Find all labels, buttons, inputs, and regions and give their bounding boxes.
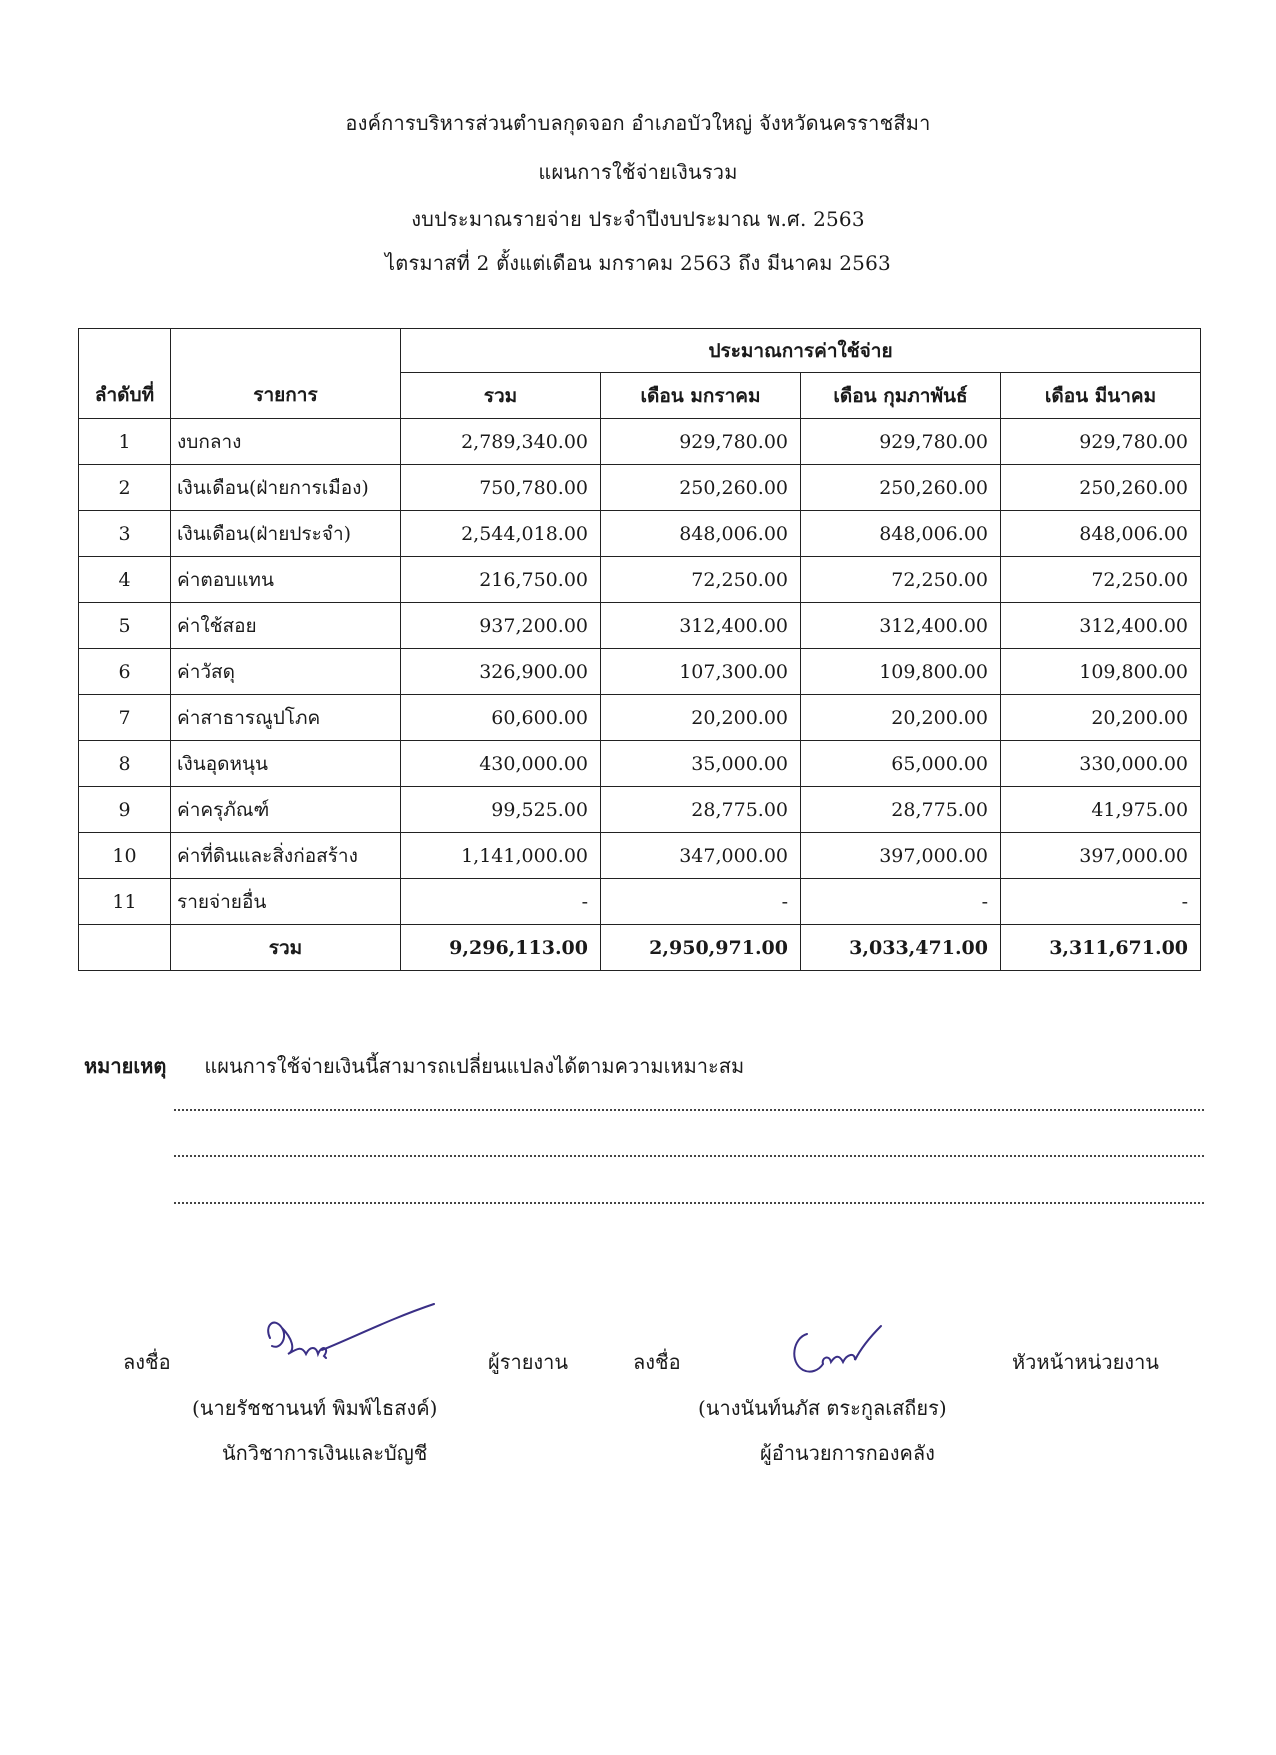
row-february: 28,775.00 <box>801 787 1001 833</box>
header-total: รวม <box>401 373 601 419</box>
row-total: 99,525.00 <box>401 787 601 833</box>
row-no: 11 <box>79 879 171 925</box>
row-february: 109,800.00 <box>801 649 1001 695</box>
row-no: 8 <box>79 741 171 787</box>
row-no: 10 <box>79 833 171 879</box>
row-no: 6 <box>79 649 171 695</box>
reporter-position: นักวิชาการเงินและบัญชี <box>222 1441 428 1465</box>
row-item: ค่าตอบแทน <box>171 557 401 603</box>
table-row <box>79 741 1201 787</box>
reporter-role: ผู้รายงาน <box>488 1350 569 1374</box>
row-total: 216,750.00 <box>401 557 601 603</box>
total-label: รวม <box>171 925 401 971</box>
row-item: ค่าสาธารณูปโภค <box>171 695 401 741</box>
organization-title: องค์การบริหารส่วนตำบลกุดจอก อำเภอบัวใหญ่ จังหวัดนครราชสีมา <box>345 111 931 135</box>
row-february: 397,000.00 <box>801 833 1001 879</box>
table-row <box>79 511 1201 557</box>
row-no: 3 <box>79 511 171 557</box>
row-item: ค่าที่ดินและสิ่งก่อสร้าง <box>171 833 401 879</box>
row-total: 750,780.00 <box>401 465 601 511</box>
row-item: เงินเดือน(ฝ่ายประจำ) <box>171 511 401 557</box>
reporter-name: (นายรัชชานนท์ พิมพ์ไธสงค์) <box>192 1396 438 1420</box>
table-row <box>79 465 1201 511</box>
total-january: 2,950,971.00 <box>601 925 801 971</box>
row-no: 9 <box>79 787 171 833</box>
plan-title: แผนการใช้จ่ายเงินรวม <box>538 160 738 184</box>
row-item: ค่าครุภัณฑ์ <box>171 787 401 833</box>
row-february: 312,400.00 <box>801 603 1001 649</box>
unit-head-position: ผู้อำนวยการกองคลัง <box>760 1441 935 1465</box>
table-total-row <box>79 925 1201 971</box>
row-item: ค่าใช้สอย <box>171 603 401 649</box>
row-total: 430,000.00 <box>401 741 601 787</box>
header-january: เดือน มกราคม <box>601 373 801 419</box>
row-january: 347,000.00 <box>601 833 801 879</box>
row-february: 929,780.00 <box>801 419 1001 465</box>
total-february: 3,033,471.00 <box>801 925 1001 971</box>
row-march: 397,000.00 <box>1001 833 1201 879</box>
total-march: 3,311,671.00 <box>1001 925 1201 971</box>
header-no: ลำดับที่ <box>79 329 171 419</box>
row-march: 109,800.00 <box>1001 649 1201 695</box>
row-march: 312,400.00 <box>1001 603 1201 649</box>
row-january: 250,260.00 <box>601 465 801 511</box>
unit-head-role: หัวหน้าหน่วยงาน <box>1012 1350 1159 1374</box>
row-march: 20,200.00 <box>1001 695 1201 741</box>
row-item: ค่าวัสดุ <box>171 649 401 695</box>
row-january: - <box>601 879 801 925</box>
row-january: 107,300.00 <box>601 649 801 695</box>
table-row <box>79 649 1201 695</box>
row-january: 312,400.00 <box>601 603 801 649</box>
row-january: 929,780.00 <box>601 419 801 465</box>
handwritten-signature-left <box>262 1298 442 1388</box>
row-total: 2,789,340.00 <box>401 419 601 465</box>
unit-head-name: (นางนันท์นภัส ตระกูลเสถียร) <box>698 1396 947 1420</box>
row-item: รายจ่ายอื่น <box>171 879 401 925</box>
row-march: 41,975.00 <box>1001 787 1201 833</box>
row-march: 330,000.00 <box>1001 741 1201 787</box>
row-no: 5 <box>79 603 171 649</box>
table-row <box>79 557 1201 603</box>
row-january: 28,775.00 <box>601 787 801 833</box>
total-sum: 9,296,113.00 <box>401 925 601 971</box>
row-february: 65,000.00 <box>801 741 1001 787</box>
remark-dotted-line <box>174 1155 1204 1157</box>
row-february: 848,006.00 <box>801 511 1001 557</box>
row-march: 929,780.00 <box>1001 419 1201 465</box>
row-february: - <box>801 879 1001 925</box>
row-january: 20,200.00 <box>601 695 801 741</box>
row-january: 848,006.00 <box>601 511 801 557</box>
header-estimate-group: ประมาณการค่าใช้จ่าย <box>401 329 1201 373</box>
remark-dotted-line <box>174 1109 1204 1111</box>
remark-label: หมายเหตุ <box>84 1054 167 1078</box>
spending-plan-table <box>78 328 1201 971</box>
row-no: 1 <box>79 419 171 465</box>
table-row <box>79 833 1201 879</box>
sign-label-right: ลงชื่อ <box>633 1350 681 1374</box>
table-row <box>79 419 1201 465</box>
header-item: รายการ <box>171 329 401 419</box>
row-january: 72,250.00 <box>601 557 801 603</box>
table-row <box>79 787 1201 833</box>
row-february: 250,260.00 <box>801 465 1001 511</box>
table-row <box>79 879 1201 925</box>
row-no: 4 <box>79 557 171 603</box>
row-march: 72,250.00 <box>1001 557 1201 603</box>
row-total: 2,544,018.00 <box>401 511 601 557</box>
remark-dotted-line <box>174 1202 1204 1204</box>
row-item: เงินเดือน(ฝ่ายการเมือง) <box>171 465 401 511</box>
row-total: 937,200.00 <box>401 603 601 649</box>
row-total: 1,141,000.00 <box>401 833 601 879</box>
row-january: 35,000.00 <box>601 741 801 787</box>
row-item: เงินอุดหนุน <box>171 741 401 787</box>
row-total: 60,600.00 <box>401 695 601 741</box>
row-total: - <box>401 879 601 925</box>
header-march: เดือน มีนาคม <box>1001 373 1201 419</box>
row-item: งบกลาง <box>171 419 401 465</box>
row-february: 20,200.00 <box>801 695 1001 741</box>
sign-label-left: ลงชื่อ <box>123 1350 171 1374</box>
row-march: 848,006.00 <box>1001 511 1201 557</box>
remark-text: แผนการใช้จ่ายเงินนี้สามารถเปลี่ยนแปลงได้ตามความเหมาะสม <box>204 1054 745 1078</box>
row-march: 250,260.00 <box>1001 465 1201 511</box>
table-row <box>79 603 1201 649</box>
budget-title: งบประมาณรายจ่าย ประจำปีงบประมาณ พ.ศ. 2563 <box>411 207 865 231</box>
row-no: 7 <box>79 695 171 741</box>
row-total: 326,900.00 <box>401 649 601 695</box>
row-march: - <box>1001 879 1201 925</box>
row-no: 2 <box>79 465 171 511</box>
handwritten-signature-right <box>785 1318 895 1388</box>
table-row <box>79 695 1201 741</box>
remark-section <box>84 1050 744 1082</box>
header-february: เดือน กุมภาพันธ์ <box>801 373 1001 419</box>
row-february: 72,250.00 <box>801 557 1001 603</box>
total-no-cell <box>79 925 171 971</box>
quarter-period: ไตรมาสที่ 2 ตั้งแต่เดือน มกราคม 2563 ถึง มีนาคม 2563 <box>385 251 891 275</box>
